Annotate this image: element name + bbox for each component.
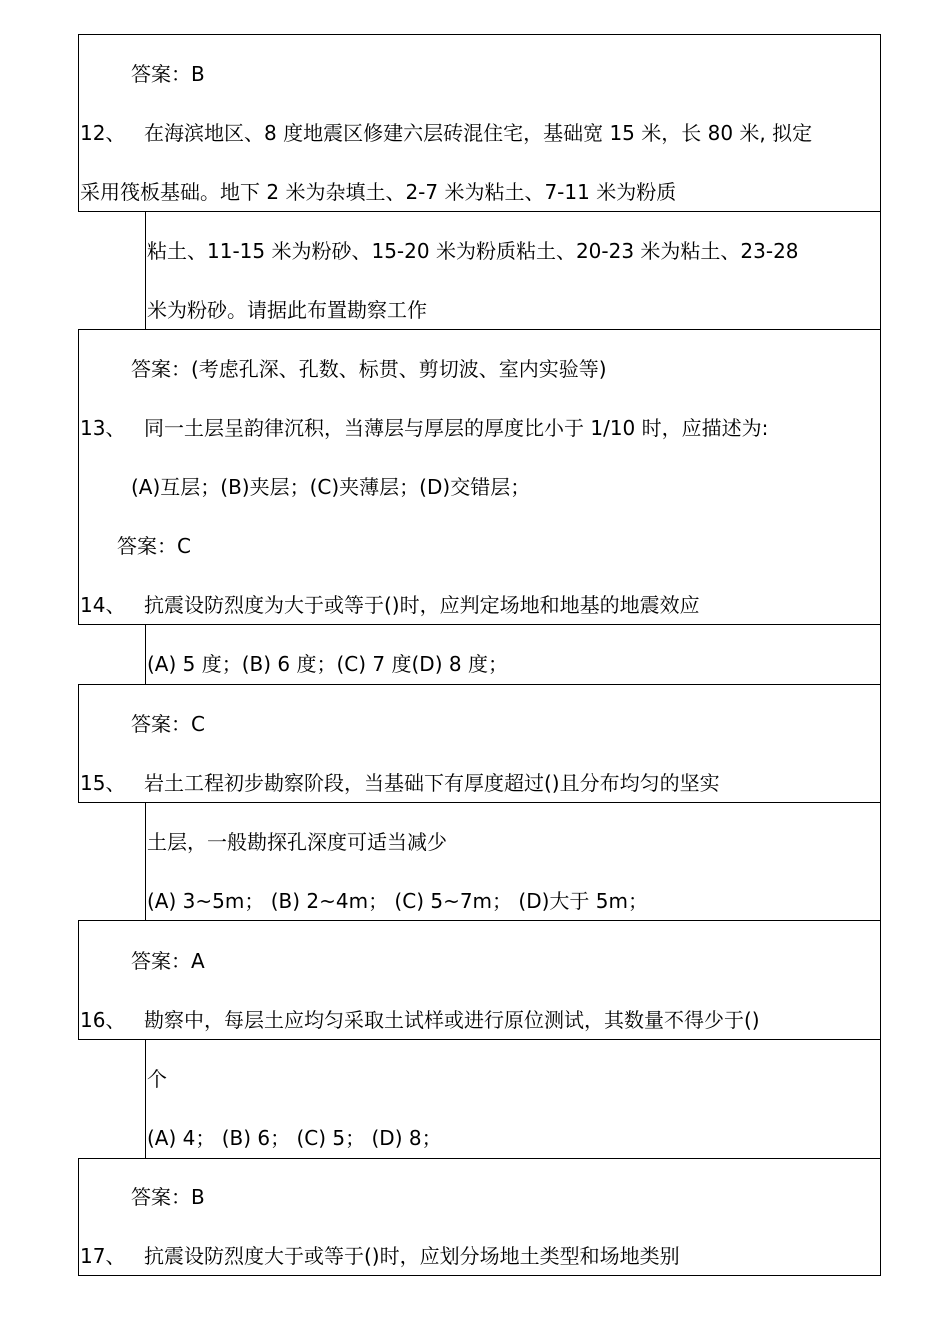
question-17-text: 抗震设防烈度大于或等于()时，应划分场地土类型和场地类别 — [144, 1244, 680, 1268]
question-12-text-line-2: 采用筏板基础。地下 2 米为杂填土、2-7 米为粘土、7-11 米为粉质 — [80, 180, 677, 204]
question-16-text-line-1: 勘察中，每层土应均匀采取土试样或进行原位测试，其数量不得少于() — [144, 1008, 760, 1032]
question-16-options: (A) 4； (B) 6； (C) 5； (D) 8； — [147, 1126, 442, 1150]
question-16-text-line-2: 个 — [147, 1067, 167, 1091]
answer-13: 答案：C — [117, 534, 191, 558]
question-12-text-line-3: 粘土、11-15 米为粉砂、15-20 米为粉质粘土、20-23 米为粘土、23-28 — [147, 239, 799, 263]
question-13-text: 同一土层呈韵律沉积，当薄层与厚层的厚度比小于 1/10 时，应描述为: — [144, 416, 769, 440]
question-14-number: 14、 — [80, 593, 126, 617]
answer-15: 答案：A — [131, 949, 205, 973]
answer-12: 答案：(考虑孔深、孔数、标贯、剪切波、室内实验等) — [131, 357, 607, 381]
question-16-number: 16、 — [80, 1008, 126, 1032]
question-15-text-line-2: 土层，一般勘探孔深度可适当减少 — [147, 830, 447, 854]
question-14-text: 抗震设防烈度为大于或等于()时，应判定场地和地基的地震效应 — [144, 593, 700, 617]
answer-14: 答案：C — [131, 712, 205, 736]
question-13-number: 13、 — [80, 416, 126, 440]
question-13-options: (A)互层；(B)夹层；(C)夹薄层；(D)交错层； — [131, 475, 531, 499]
question-12-number: 12、 — [80, 121, 126, 145]
question-12-text-line-4: 米为粉砂。请据此布置勘察工作 — [147, 298, 427, 322]
question-12-text-line-1: 在海滨地区、8 度地震区修建六层砖混住宅，基础宽 15 米，长 80 米, 拟定 — [144, 121, 813, 145]
question-15-text-line-1: 岩土工程初步勘察阶段，当基础下有厚度超过()且分布均匀的坚实 — [144, 771, 720, 795]
answer-16: 答案：B — [131, 1185, 205, 1209]
question-15-options: (A) 3~5m； (B) 2~4m； (C) 5~7m； (D)大于 5m； — [147, 889, 648, 913]
question-14-options: (A) 5 度；(B) 6 度；(C) 7 度(D) 8 度； — [147, 652, 508, 676]
question-17-number: 17、 — [80, 1244, 126, 1268]
answer-11: 答案：B — [131, 62, 205, 86]
question-15-number: 15、 — [80, 771, 126, 795]
